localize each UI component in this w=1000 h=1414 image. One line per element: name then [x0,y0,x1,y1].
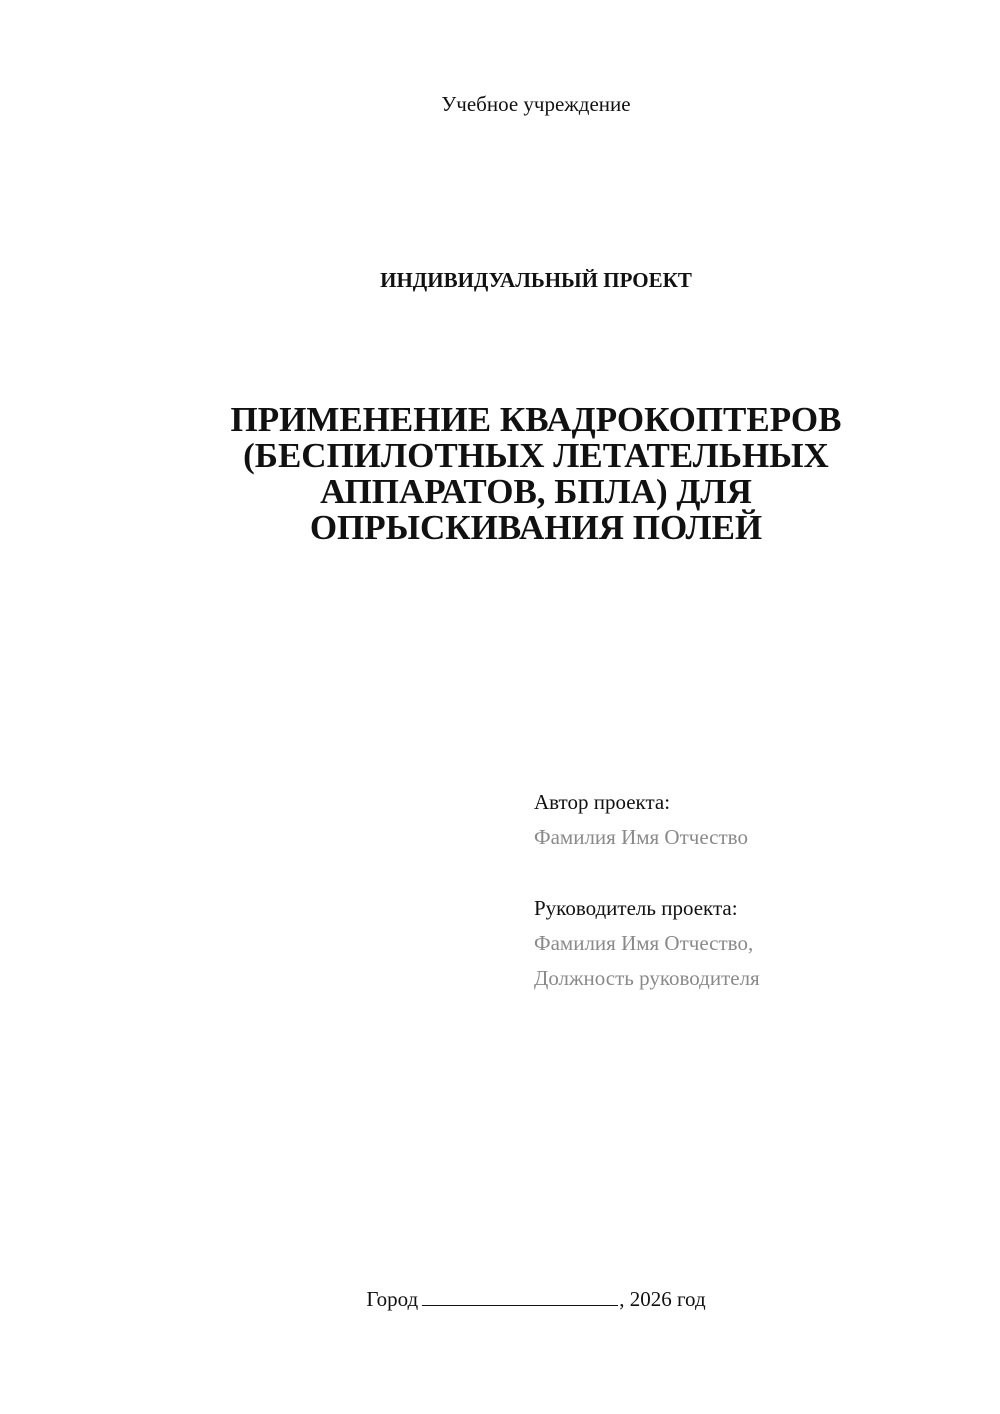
year-text: , 2026 год [619,1287,706,1311]
project-title-line: (БЕСПИЛОТНЫХ ЛЕТАТЕЛЬНЫХ [243,436,829,475]
city-year-line [0,1287,1000,1312]
city-blank-line [422,1287,618,1306]
supervisor-block [534,891,974,996]
project-title-line: АППАРАТОВ, БПЛА) ДЛЯ [320,472,752,511]
supervisor-name-placeholder: Фамилия Имя Отчество, [534,931,754,955]
project-title [150,402,922,546]
project-title-line: ПРИМЕНЕНИЕ КВАДРОКОПТЕРОВ [230,400,842,439]
supervisor-label: Руководитель проекта: [534,896,738,920]
author-label: Автор проекта: [534,790,671,814]
supervisor-position-placeholder: Должность руководителя [534,966,760,990]
project-title-line: ОПРЫСКИВАНИЯ ПОЛЕЙ [309,508,763,547]
author-block [534,785,974,855]
institution-name: Учебное учреждение [441,92,631,116]
city-label: Город [366,1287,419,1311]
author-name-placeholder: Фамилия Имя Отчество [534,825,748,849]
project-type-heading: ИНДИВИДУАЛЬНЫЙ ПРОЕКТ [380,268,692,292]
